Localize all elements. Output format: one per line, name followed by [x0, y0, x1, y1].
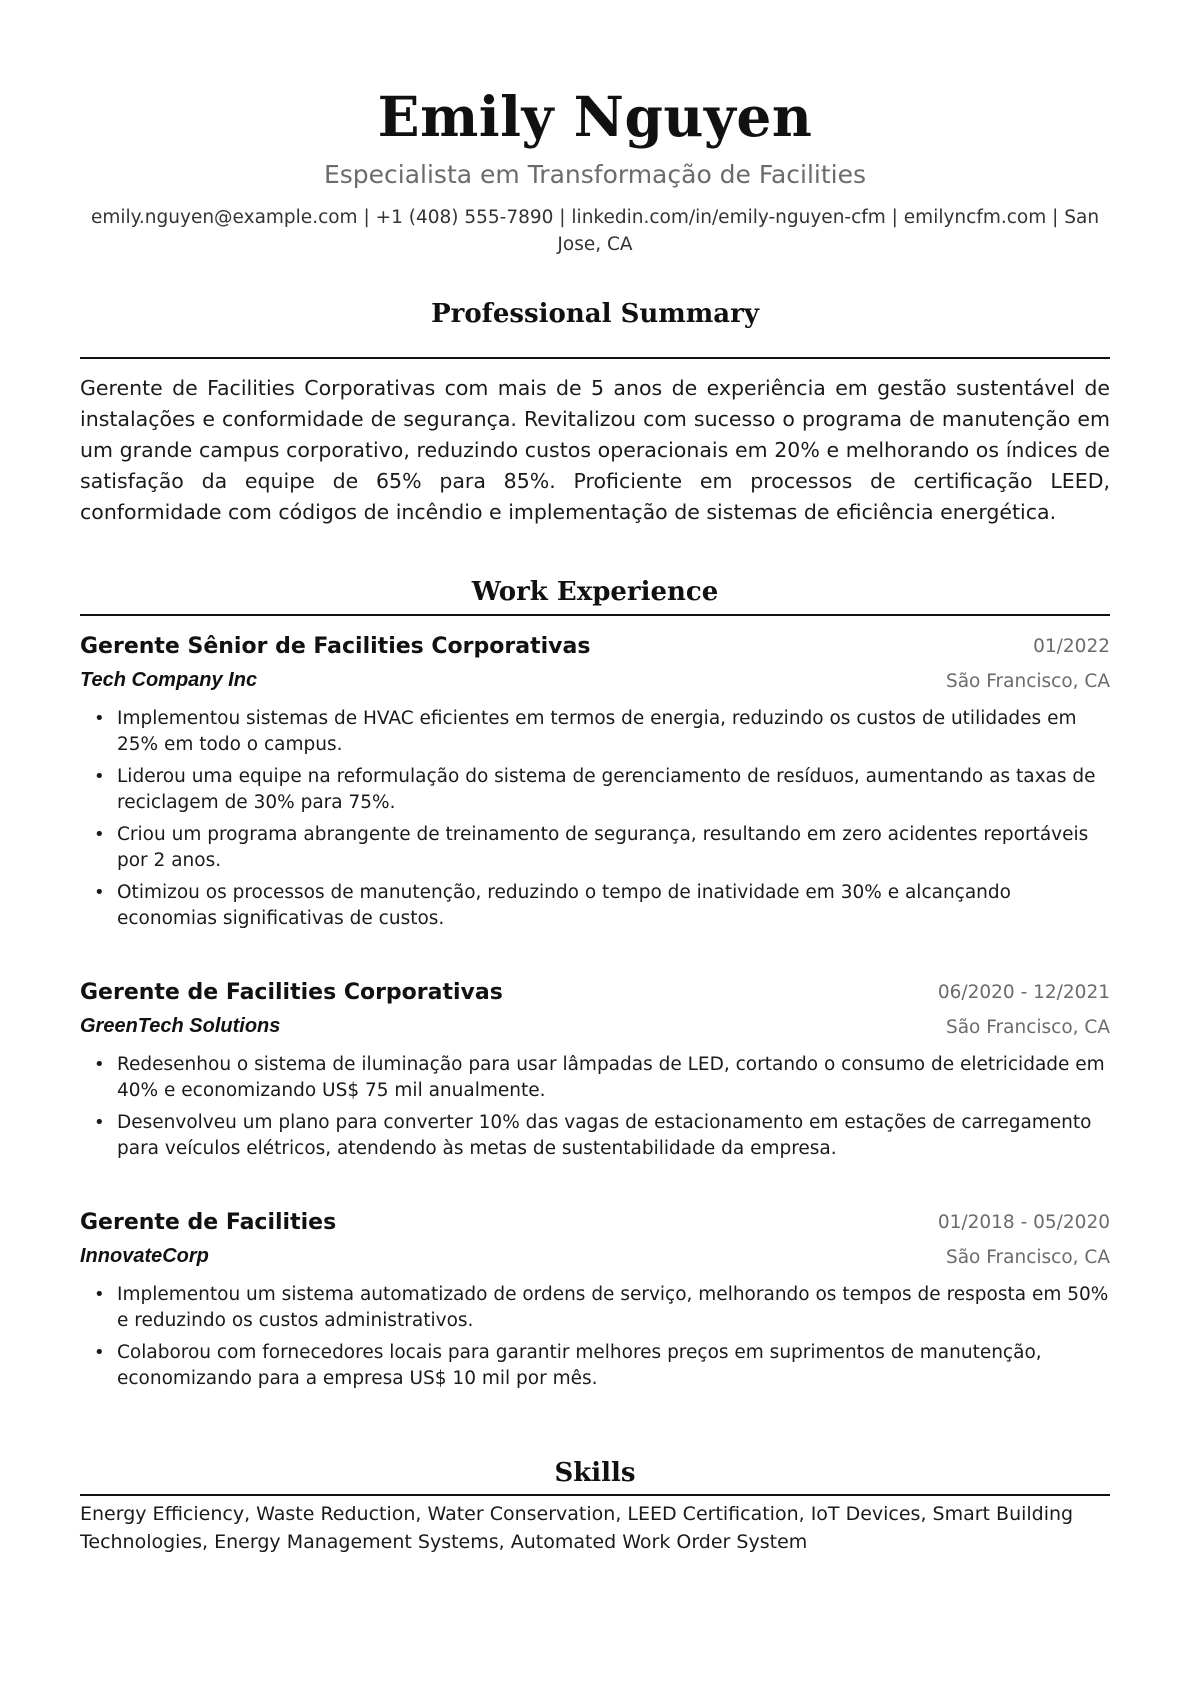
- bullet-dot: •: [94, 824, 105, 845]
- summary-text: Gerente de Facilities Corporativas com mais de 5 anos de experiência em gestão sustentável de instalações e conformidade de segurança. Revitalizou com sucesso o programa de manutenção em um grande campus corporativo, reduzindo custos operacionais em 20% e melhorando os índices de satisfação da equipe de 65% para 85%. Proficiente em processos de certificação LEED, conformidade com códigos de incêndio e implementação de sistemas de eficiência energética.: [80, 376, 1110, 524]
- bullet-text: Implementou sistemas de HVAC eficientes em termos de energia, reduzindo os custos de utilidades em 25% em todo o campus.: [117, 708, 1077, 755]
- bullet-text: Otimizou os processos de manutenção, reduzindo o tempo de inatividade em 30% e alcançando economias significativas de custos.: [117, 882, 1011, 929]
- job-title: Gerente de Facilities Corporativas: [80, 980, 503, 1005]
- bullet-dot: •: [94, 1342, 105, 1363]
- bullet-dot: •: [94, 1112, 105, 1133]
- bullet-dot: •: [94, 708, 105, 729]
- job-title: Gerente de Facilities: [80, 1210, 337, 1235]
- summary-heading: Professional Summary: [431, 299, 759, 329]
- bullet-dot: •: [94, 1284, 105, 1305]
- job-bullet: [80, 1052, 1110, 1104]
- bullet-text: Implementou um sistema automatizado de ordens de serviço, melhorando os tempos de resposta em 50% e reduzindo os custos administrativos.: [117, 1284, 1109, 1331]
- job-bullet: [80, 1282, 1110, 1334]
- candidate-name: Emily Nguyen: [377, 84, 813, 149]
- bullet-dot: •: [94, 882, 105, 903]
- job-bullet: [80, 1110, 1110, 1162]
- job-location: São Francisco, CA: [945, 1247, 1110, 1268]
- job-bullet: [80, 822, 1110, 874]
- experience-divider: [80, 614, 1110, 616]
- job-bullet: [80, 764, 1110, 816]
- candidate-headline: Especialista em Transformação de Facilities: [323, 160, 867, 189]
- bullet-text: Redesenhou o sistema de iluminação para usar lâmpadas de LED, cortando o consumo de eletricidade em 40% e economizando US$ 75 mil anualmente.: [117, 1054, 1105, 1101]
- job-date: 01/2018 - 05/2020: [937, 1212, 1110, 1233]
- bullet-text: Liderou uma equipe na reformulação do sistema de gerenciamento de resíduos, aumentando as taxas de reciclagem de 30% para 75%.: [117, 766, 1096, 813]
- skills-list: Energy Efficiency, Waste Reduction, Water Conservation, LEED Certification, IoT Devices, Smart Building Technologies, Energy Management Systems, Automated Work Order System: [80, 1503, 1074, 1553]
- skills-divider: [80, 1494, 1110, 1496]
- job-entry: [80, 1206, 1110, 1398]
- company-name: Tech Company Inc: [80, 669, 258, 691]
- bullet-dot: •: [94, 1054, 105, 1075]
- job-entry: [80, 630, 1110, 938]
- job-entry: [80, 976, 1110, 1168]
- experience-heading: Work Experience: [471, 577, 719, 607]
- skills-heading: Skills: [554, 1458, 636, 1488]
- job-bullets: [80, 1052, 1110, 1162]
- resume-header: [80, 82, 1110, 258]
- job-location: São Francisco, CA: [945, 1017, 1110, 1038]
- contact-line: emily.nguyen@example.com | +1 (408) 555-7890 | linkedin.com/in/emily-nguyen-cfm | emilyncfm.com | San Jose, CA: [90, 207, 1100, 255]
- job-date: 01/2022: [1033, 636, 1110, 657]
- job-title: Gerente Sênior de Facilities Corporativas: [80, 634, 591, 659]
- job-bullet: [80, 880, 1110, 932]
- bullet-text: Colaborou com fornecedores locais para garantir melhores preços em suprimentos de manutenção, economizando para a empresa US$ 10 mil por mês.: [117, 1342, 1042, 1389]
- bullet-text: Criou um programa abrangente de treinamento de segurança, resultando em zero acidentes reportáveis por 2 anos.: [117, 824, 1089, 871]
- job-date: 06/2020 - 12/2021: [937, 982, 1110, 1003]
- company-name: InnovateCorp: [80, 1245, 209, 1267]
- job-bullet: [80, 706, 1110, 758]
- job-bullets: [80, 706, 1110, 932]
- bullet-dot: •: [94, 766, 105, 787]
- job-location: São Francisco, CA: [945, 671, 1110, 692]
- job-bullet: [80, 1340, 1110, 1392]
- summary-divider: [80, 357, 1110, 359]
- job-bullets: [80, 1282, 1110, 1392]
- bullet-text: Desenvolveu um plano para converter 10% das vagas de estacionamento em estações de carregamento para veículos elétricos, atendendo às metas de sustentabilidade da empresa.: [117, 1112, 1092, 1159]
- company-name: GreenTech Solutions: [80, 1015, 281, 1037]
